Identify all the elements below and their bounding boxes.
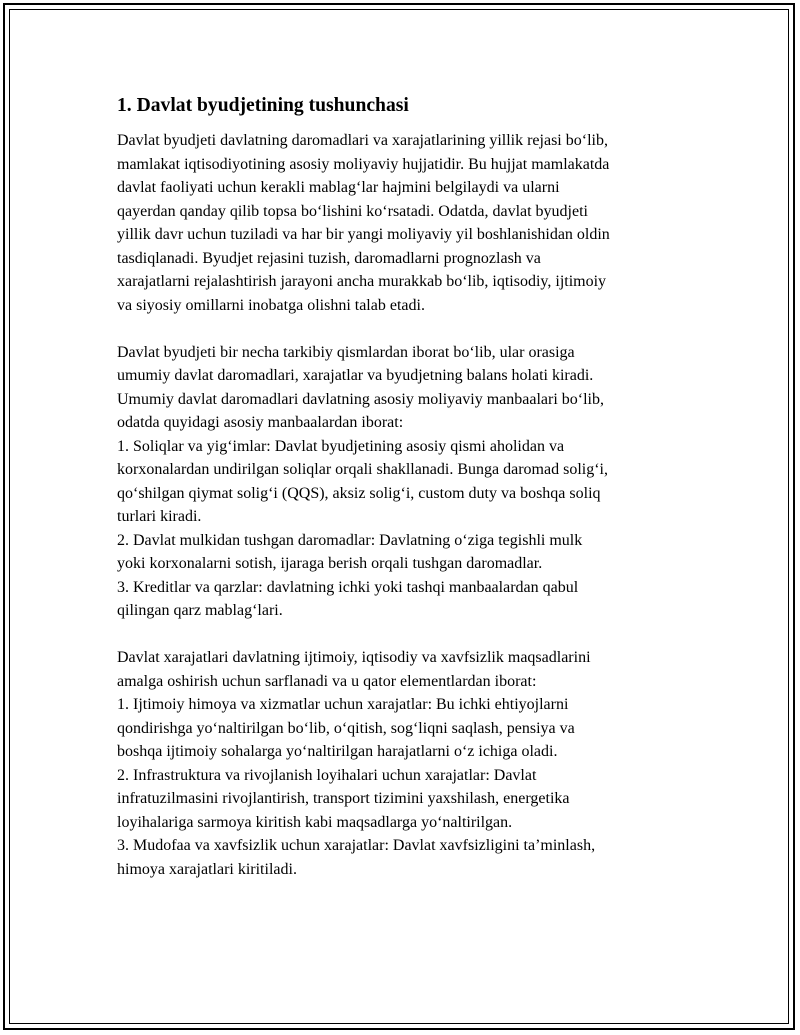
paragraph-line: infratuzilmasini rivojlantirish, transport tizimini yaxshilash, energetika [117, 790, 570, 807]
paragraph-line: korxonalardan undirilgan soliqlar orqali shakllanadi. Bunga daromad solig‘i, [117, 461, 608, 478]
paragraph-line: qondirishga yo‘naltirilgan bo‘lib, o‘qitish, sog‘liqni saqlash, pensiya va [117, 719, 575, 737]
paragraph [117, 341, 702, 623]
paragraph-line: umumiy davlat daromadlari, xarajatlar va byudjetning balans holati kiradi. [117, 367, 594, 384]
paragraph-line: va siyosiy omillarni inobatga olishni talab etadi. [117, 296, 425, 314]
paragraph-line: 3. Mudofaa va xavfsizlik uchun xarajatlar: Davlat xavfsizligini ta’minlash, [117, 837, 596, 854]
paragraph-line: amalga oshirish uchun sarflanadi va u qator elementlardan iborat: [117, 672, 537, 690]
paragraph [117, 646, 702, 881]
paragraph-line: qilingan qarz mablag‘lari. [117, 602, 283, 619]
paragraph-container [117, 129, 702, 881]
paragraph-line: xarajatlarni rejalashtirish jarayoni ancha murakkab bo‘lib, iqtisodiy, ijtimoiy [117, 273, 607, 290]
section-heading: 1. Davlat byudjetining tushunchasi [117, 95, 409, 116]
paragraph [117, 129, 702, 317]
paragraph-line: 2. Infrastruktura va rivojlanish loyihalari uchun xarajatlar: Davlat [117, 766, 537, 784]
paragraph-line: odatda quyidagi asosiy manbaalardan iborat: [117, 414, 404, 431]
paragraph-line: 3. Kreditlar va qarzlar: davlatning ichki yoki tashqi manbaalardan qabul [117, 578, 579, 596]
paragraph-line: Davlat byudjeti davlatning daromadlari va xarajatlarining yillik rejasi bo‘lib, [117, 132, 608, 149]
paragraph-line: yillik davr uchun tuziladi va har bir yangi moliyaviy yil boshlanishidan oldin [117, 226, 610, 243]
paragraph-line: turlari kiradi. [117, 508, 202, 525]
paragraph-line: loyihalariga sarmoya kiritish kabi maqsadlarga yo‘naltirilgan. [117, 813, 513, 831]
paragraph-line: 2. Davlat mulkidan tushgan daromadlar: Davlatning o‘ziga tegishli mulk [117, 531, 583, 549]
paragraph-line: 1. Soliqlar va yig‘imlar: Davlat byudjetining asosiy qismi aholidan va [117, 437, 565, 455]
paragraph-line: qo‘shilgan qiymat solig‘i (QQS), aksiz solig‘i, custom duty va boshqa soliq [117, 484, 601, 502]
paragraph-line: Davlat byudjeti bir necha tarkibiy qismlardan iborat bo‘lib, ular orasiga [117, 343, 575, 361]
paragraph-line: Davlat xarajatlari davlatning ijtimoiy, iqtisodiy va xavfsizlik maqsadlarini [117, 649, 591, 666]
paragraph-line: yoki korxonalarni sotish, ijaraga berish orqali tushgan daromadlar. [117, 555, 543, 572]
paragraph-line: tasdiqlanadi. Byudjet rejasini tuzish, daromadlarni prognozlash va [117, 249, 541, 267]
paragraph-line: Umumiy davlat daromadlari davlatning asosiy moliyaviy manbaalari bo‘lib, [117, 390, 604, 408]
paragraph-line: mamlakat iqtisodiyotining asosiy moliyaviy hujjatidir. Bu hujjat mamlakatda [117, 155, 610, 173]
paragraph-line: qayerdan qanday qilib topsa bo‘lishini ko‘rsatadi. Odatda, davlat byudjeti [117, 202, 588, 220]
paragraph-line: boshqa ijtimoiy sohalarga yo‘naltirilgan harajatlarni o‘z ichiga oladi. [117, 743, 558, 760]
paragraph-line: himoya xarajatlari kiritiladi. [117, 860, 297, 878]
paragraph-line: davlat faoliyati uchun kerakli mablag‘lar hajmini belgilaydi va ularni [117, 179, 560, 196]
document-body [117, 93, 702, 905]
paragraph-line: 1. Ijtimoiy himoya va xizmatlar uchun xarajatlar: Bu ichki ehtiyojlarni [117, 696, 569, 713]
